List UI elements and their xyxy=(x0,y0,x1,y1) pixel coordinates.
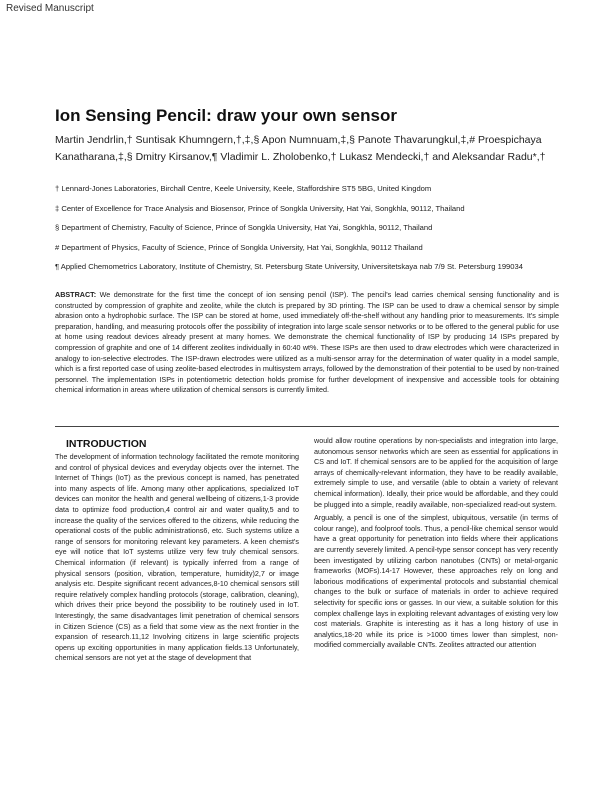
affiliation-item: † Lennard-Jones Laboratories, Birchall Centre, Keele University, Keele, Staffordshire ST5 5BG, United Kingdom xyxy=(55,184,432,193)
section-divider xyxy=(55,426,559,427)
affiliation-item: ‡ Center of Excellence for Trace Analysis and Biosensor, Prince of Songkla University, Hat Yai, Songkhla, 90112, Thailand xyxy=(55,203,465,213)
abstract xyxy=(55,290,559,396)
paragraph: Arguably, a pencil is one of the simplest, ubiquitous, versatile (in terms of colour range), and foolproof tools. Thus, a pencil-like chemical sensor would have a great opportunity for penetration into fields where their applications are currently severely limited. A pencil-type sensor concept has very recently been investigated by utilizing carbon nanotubes (CNTs) or metal-organic frameworks (MOFs).14-17 However, these approaches rely on long and laborious modifications of experimental protocols and substantial chemical changes to the bulk or surface of materials in order to achieve required selectivity for specific ions or gasses. In our view, a suitable solution for this complex challenge lays in exploiting relevant advantages of existing very low cost materials. Graphite is interesting as it has a long history of use in analytics,18-20 while its price is >1000 times lower than simplest, non-modified commercially available CNTs. Zeolites attracted our attention xyxy=(314,513,558,650)
abstract-text: We demonstrate for the first time the concept of ion sensing pencil (ISP). The pencil's lead carries chemical sensing functionality and is constructed by compression of graphite and zeolite, while the clutch is prepared by 3D printing. The ISP can be used to draw a chemical sensor by simple abrasion onto a hydrophobic surface. The ISP can be stored at home, used immediately off-the-shelf without any handling prior to measurements. It's simple preparation, handling, and measuring protocols offer the possibility of integration into large scale sensor networks or to be offered to the general public for use at home using readout devices already present at many homes. We demonstrate the chemical functionality of ISP by producing 14 ISPs prepared by compression of graphite and one of 14 different zeolites individually in 60:40 wt%. These ISPs are then used to draw electrodes which were characterized in analogy to ion-selective electrodes. The ISP-drawn electrodes were utilized as a multi-sensor array for the determination of water quality in a model sample, which is a first reported case of using zeolite-based electrodes in multisystem arrays, followed by the demonstration of their potential to be used by non-trained personnel. The implementation ISPs in potentiometric detection holds promise for further development of inexpensive and accessible tools for obtaining chemical information in areas where utilization of chemical sensors is currently limited. xyxy=(55,290,559,395)
section-heading-introduction: INTRODUCTION xyxy=(66,438,147,450)
author-list: Martin Jendrlin,† Suntisak Khumngern,†,‡,§ Apon Numnuam,‡,§ Panote Thavarungkul,‡,# Proespichaya Kanatharana,‡,§ Dmitry Kirsanov,¶ Vladimir L. Zholobenko,† Lukasz Mendecki,† and Aleksandar Radu*,† xyxy=(55,134,546,163)
abstract-label: ABSTRACT: xyxy=(55,290,97,299)
affiliations xyxy=(55,184,575,282)
affiliation-item: § Department of Chemistry, Faculty of Science, Prince of Songkla University, Hat Yai, Songkhla, 90112, Thailand xyxy=(55,223,433,232)
affiliation-item: # Department of Physics, Faculty of Science, Prince of Songkla University, Hat Yai, Songkhla, 90112 Thailand xyxy=(55,242,423,252)
affiliation-item: ¶ Applied Chemometrics Laboratory, Institute of Chemistry, St. Petersburg State University, Universitetskaya nab 7/9 St. Petersburg 199034 xyxy=(55,262,523,271)
paper-title: Ion Sensing Pencil: draw your own sensor xyxy=(55,106,397,125)
paragraph: would allow routine operations by non-specialists and integration into large, autonomous sensor networks which are seen as essential for applications in CS and IoT. If chemical sensors are to be applied for the acquisition of large arrays of chemically-relevant information, they have to be readily available, extremely simple to use, and versatile (able to obtain a variety of relevant chemical information). Ideally, their price would be affordable, and they could be plugged into a simple, readily available, non-specialized read-out system. xyxy=(314,436,558,509)
manuscript-header: Revised Manuscript xyxy=(6,3,94,14)
paragraph: The development of information technology facilitated the remote monitoring and control of physical devices and everyday objects over the internet. The Internet of Things (IoT) as the previous concept is named, has penetrated into many aspects of life. Among many other applications, specialized IoT devices can monitor the health and general wellbeing of citizens,1-3 provide data to optimize food production,4 control air and water quality,5 and to increase the quality of the services offered to the citizens, while reducing the operational costs of the public administrations6, etc. Such systems utilize a range of sensors for monitoring relevant key parameters. A keen chemist's eye will notice that IoT systems utilize very few truly chemical sensors. Chemical information (if relevant) is typically inferred from a range of physical sensors (position, vibration, temperature, humidity)2,7 or image analysis etc. Despite significant recent advances,8-10 chemical sensors still require relatively complex handling protocols (storage, calibration, cleaning), which drives their price beyond the possibility to be routinely used in IoT. Interestingly, the same disadvantages limit penetration of chemical sensors in Citizen Science (CS) as a field that some view as the next frontier in the expansion of research.11,12 Involving citizens in large scientific projects opens up exciting opportunities in many application fields.13 Unfortunately, chemical sensors are not yet at the stage of development that xyxy=(55,452,299,663)
right-column xyxy=(314,436,558,654)
left-column xyxy=(55,452,299,667)
